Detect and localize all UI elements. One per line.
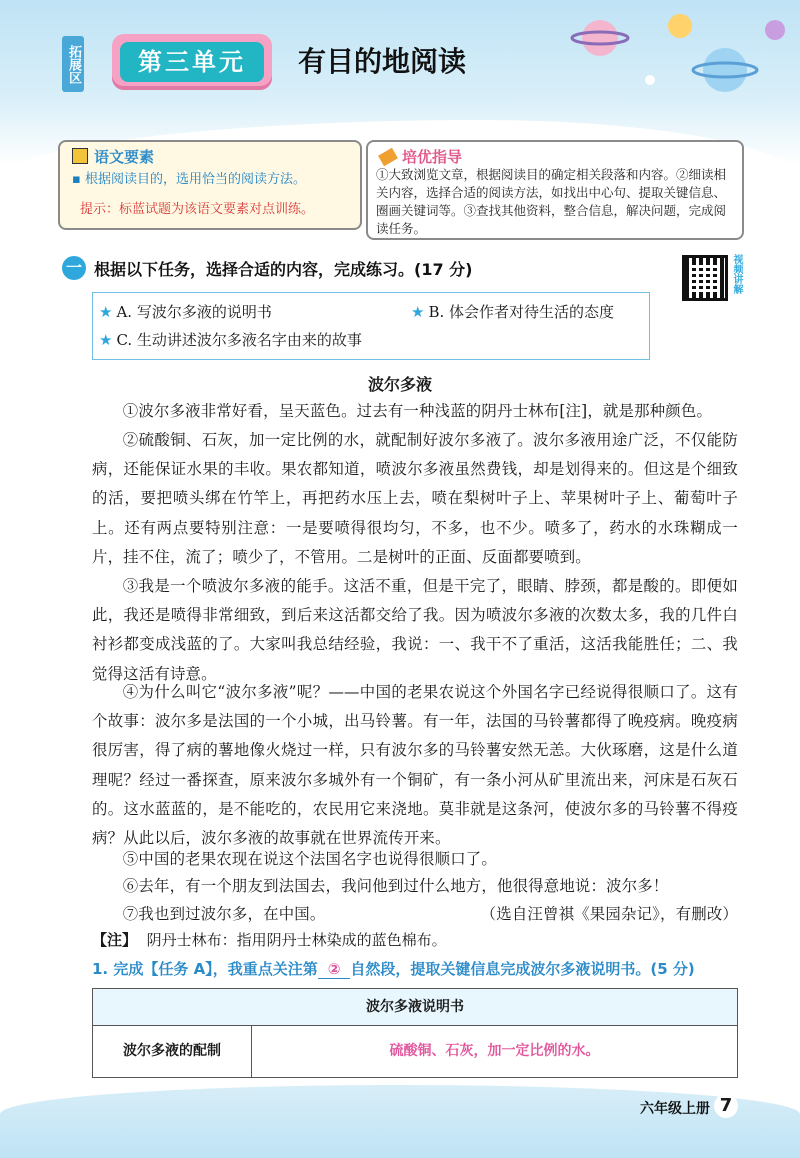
question-title: 根据以下任务，选择合适的内容，完成练习。(17 分)	[94, 260, 473, 279]
article-paragraph-4: ④为什么叫它“波尔多液”呢？——中国的老果农说这个外国名字已经说得很顺口了。这有个故事：波尔多是法国的一个小城，出马铃薯。有一年，法国的马铃薯都得了晚疫病。晚疫病很厉害，得了病的薯地像火烧过一样，只有波尔多的马铃薯安然无恙。大伙琢磨，这是什么道理呢？经过一番探查，原来波尔多城外有一个铜矿，有一条小河从矿里流出来，河床是石灰石的。这水蓝蓝的，是不能吃的，农民用它来浇地。莫非就是这条河，使波尔多的马铃薯不得疫病？从此以后，波尔多液的故事就在世界流传开来。	[92, 683, 738, 848]
qr-label: 视频讲解	[731, 254, 742, 294]
table-header: 波尔多液说明书	[93, 989, 737, 1026]
language-elements-heading: 语文要素	[72, 146, 154, 167]
guidance-heading: 培优指导	[380, 146, 462, 167]
star-icon: ★	[411, 303, 425, 321]
unit-title: 有目的地阅读	[298, 45, 467, 78]
table-row-answer[interactable]: 硫酸铜、石灰，加一定比例的水。	[389, 1043, 600, 1059]
article-paragraph-1: ①波尔多液非常好看，呈天蓝色。过去有一种浅蓝的阴丹士林布[注]，就是那种颜色。	[122, 402, 713, 420]
planets-illustration	[560, 0, 800, 120]
article-paragraph-2: ②硫酸铜、石灰，加一定比例的水，就配制好波尔多液了。波尔多液用途广泛，不仅能防病，还能保证水果的丰收。果农都知道，喷波尔多液虽然费钱，却是划得来的。但这是个细致的活，要把喷头绑在竹竿上，再把药水压上去，喷在梨树叶子上、苹果树叶子上、葡萄叶子上。还有两点要特别注意：一是要喷得很均匀，不多，也不少。喷多了，药水的水珠糊成一片，挂不住，流了；喷少了，不管用。二是树叶的正面、反面都要喷到。	[92, 431, 738, 566]
guidance-text: ①大致浏览文章，根据阅读目的确定相关段落和内容。②细读相关内容，选择合适的阅读方法，如找出中心句、提取关键信息、圈画关键词等。③查找其他资料，整合信息，解决问题，完成阅读任务。	[376, 167, 727, 236]
answer-blank[interactable]: ②	[318, 960, 351, 979]
planet-small-icon	[668, 14, 692, 38]
task-b: ★ B. 体会作者对待生活的态度	[411, 303, 615, 321]
task-c: ★ C. 生动讲述波尔多液名字由来的故事	[99, 331, 362, 349]
star-icon: ★	[99, 303, 113, 321]
article-paragraph-3: ③我是一个喷波尔多液的能手。这活不重，但是干完了，眼睛、脖颈，都是酸的。即便如此，我还是喷得非常细致，到后来这活都交给了我。因为喷波尔多液的次数太多，我的几件白衬衫都变成浅蓝的了。大家叫我总结经验，我说：一、我干不了重活，这活我能胜任；二、我觉得这活有诗意。	[92, 577, 738, 683]
footer-wave	[0, 1085, 800, 1158]
article-paragraph-6: ⑥去年，有一个朋友到法国去，我问他到过什么地方，他很得意地说：波尔多！	[122, 877, 669, 895]
book-icon	[72, 148, 88, 164]
qr-code-icon[interactable]	[682, 255, 728, 301]
manual-table	[92, 988, 738, 1078]
page-number: 7	[714, 1094, 738, 1118]
question-1: 1. 完成【任务 A】，我重点关注第 ② 自然段，提取关键信息完成波尔多液说明书。(5 分)	[92, 960, 695, 978]
star-icon	[645, 75, 655, 85]
guidance-box	[366, 140, 744, 240]
grade-label: 六年级上册	[640, 1101, 710, 1117]
unit-label: 第三单元	[120, 42, 264, 82]
pencil-icon	[378, 148, 398, 166]
side-tag: 拓展区	[62, 36, 84, 92]
planet-blue-icon	[703, 48, 747, 92]
article-paragraph-7: ⑦我也到过波尔多，在中国。 （选自汪曾祺《果园杂记》，有删改）	[92, 900, 738, 929]
language-elements-hint: 提示：标蓝试题为该语文要素对点训练。	[80, 202, 315, 217]
task-box	[92, 292, 650, 360]
task-a: ★ A. 写波尔多液的说明书	[99, 303, 272, 321]
language-elements-point: ▪ 根据阅读目的，选用恰当的阅读方法。	[72, 172, 306, 187]
planet-icon	[582, 20, 618, 56]
article-title: 波尔多液	[367, 375, 432, 394]
language-elements-box	[58, 140, 362, 230]
question-number: 一	[62, 256, 86, 280]
star-icon: ★	[99, 331, 113, 349]
article-note: 【注】 阴丹士林布：指用阴丹士林染成的蓝色棉布。	[92, 931, 447, 949]
article-paragraph-5: ⑤中国的老果农现在说这个法国名字也说得很顺口了。	[122, 850, 497, 868]
planet-purple-icon	[765, 20, 785, 40]
article-source: （选自汪曾祺《果园杂记》，有删改）	[480, 905, 738, 923]
unit-badge	[112, 34, 272, 90]
table-row-label: 波尔多液的配制	[93, 1025, 252, 1077]
